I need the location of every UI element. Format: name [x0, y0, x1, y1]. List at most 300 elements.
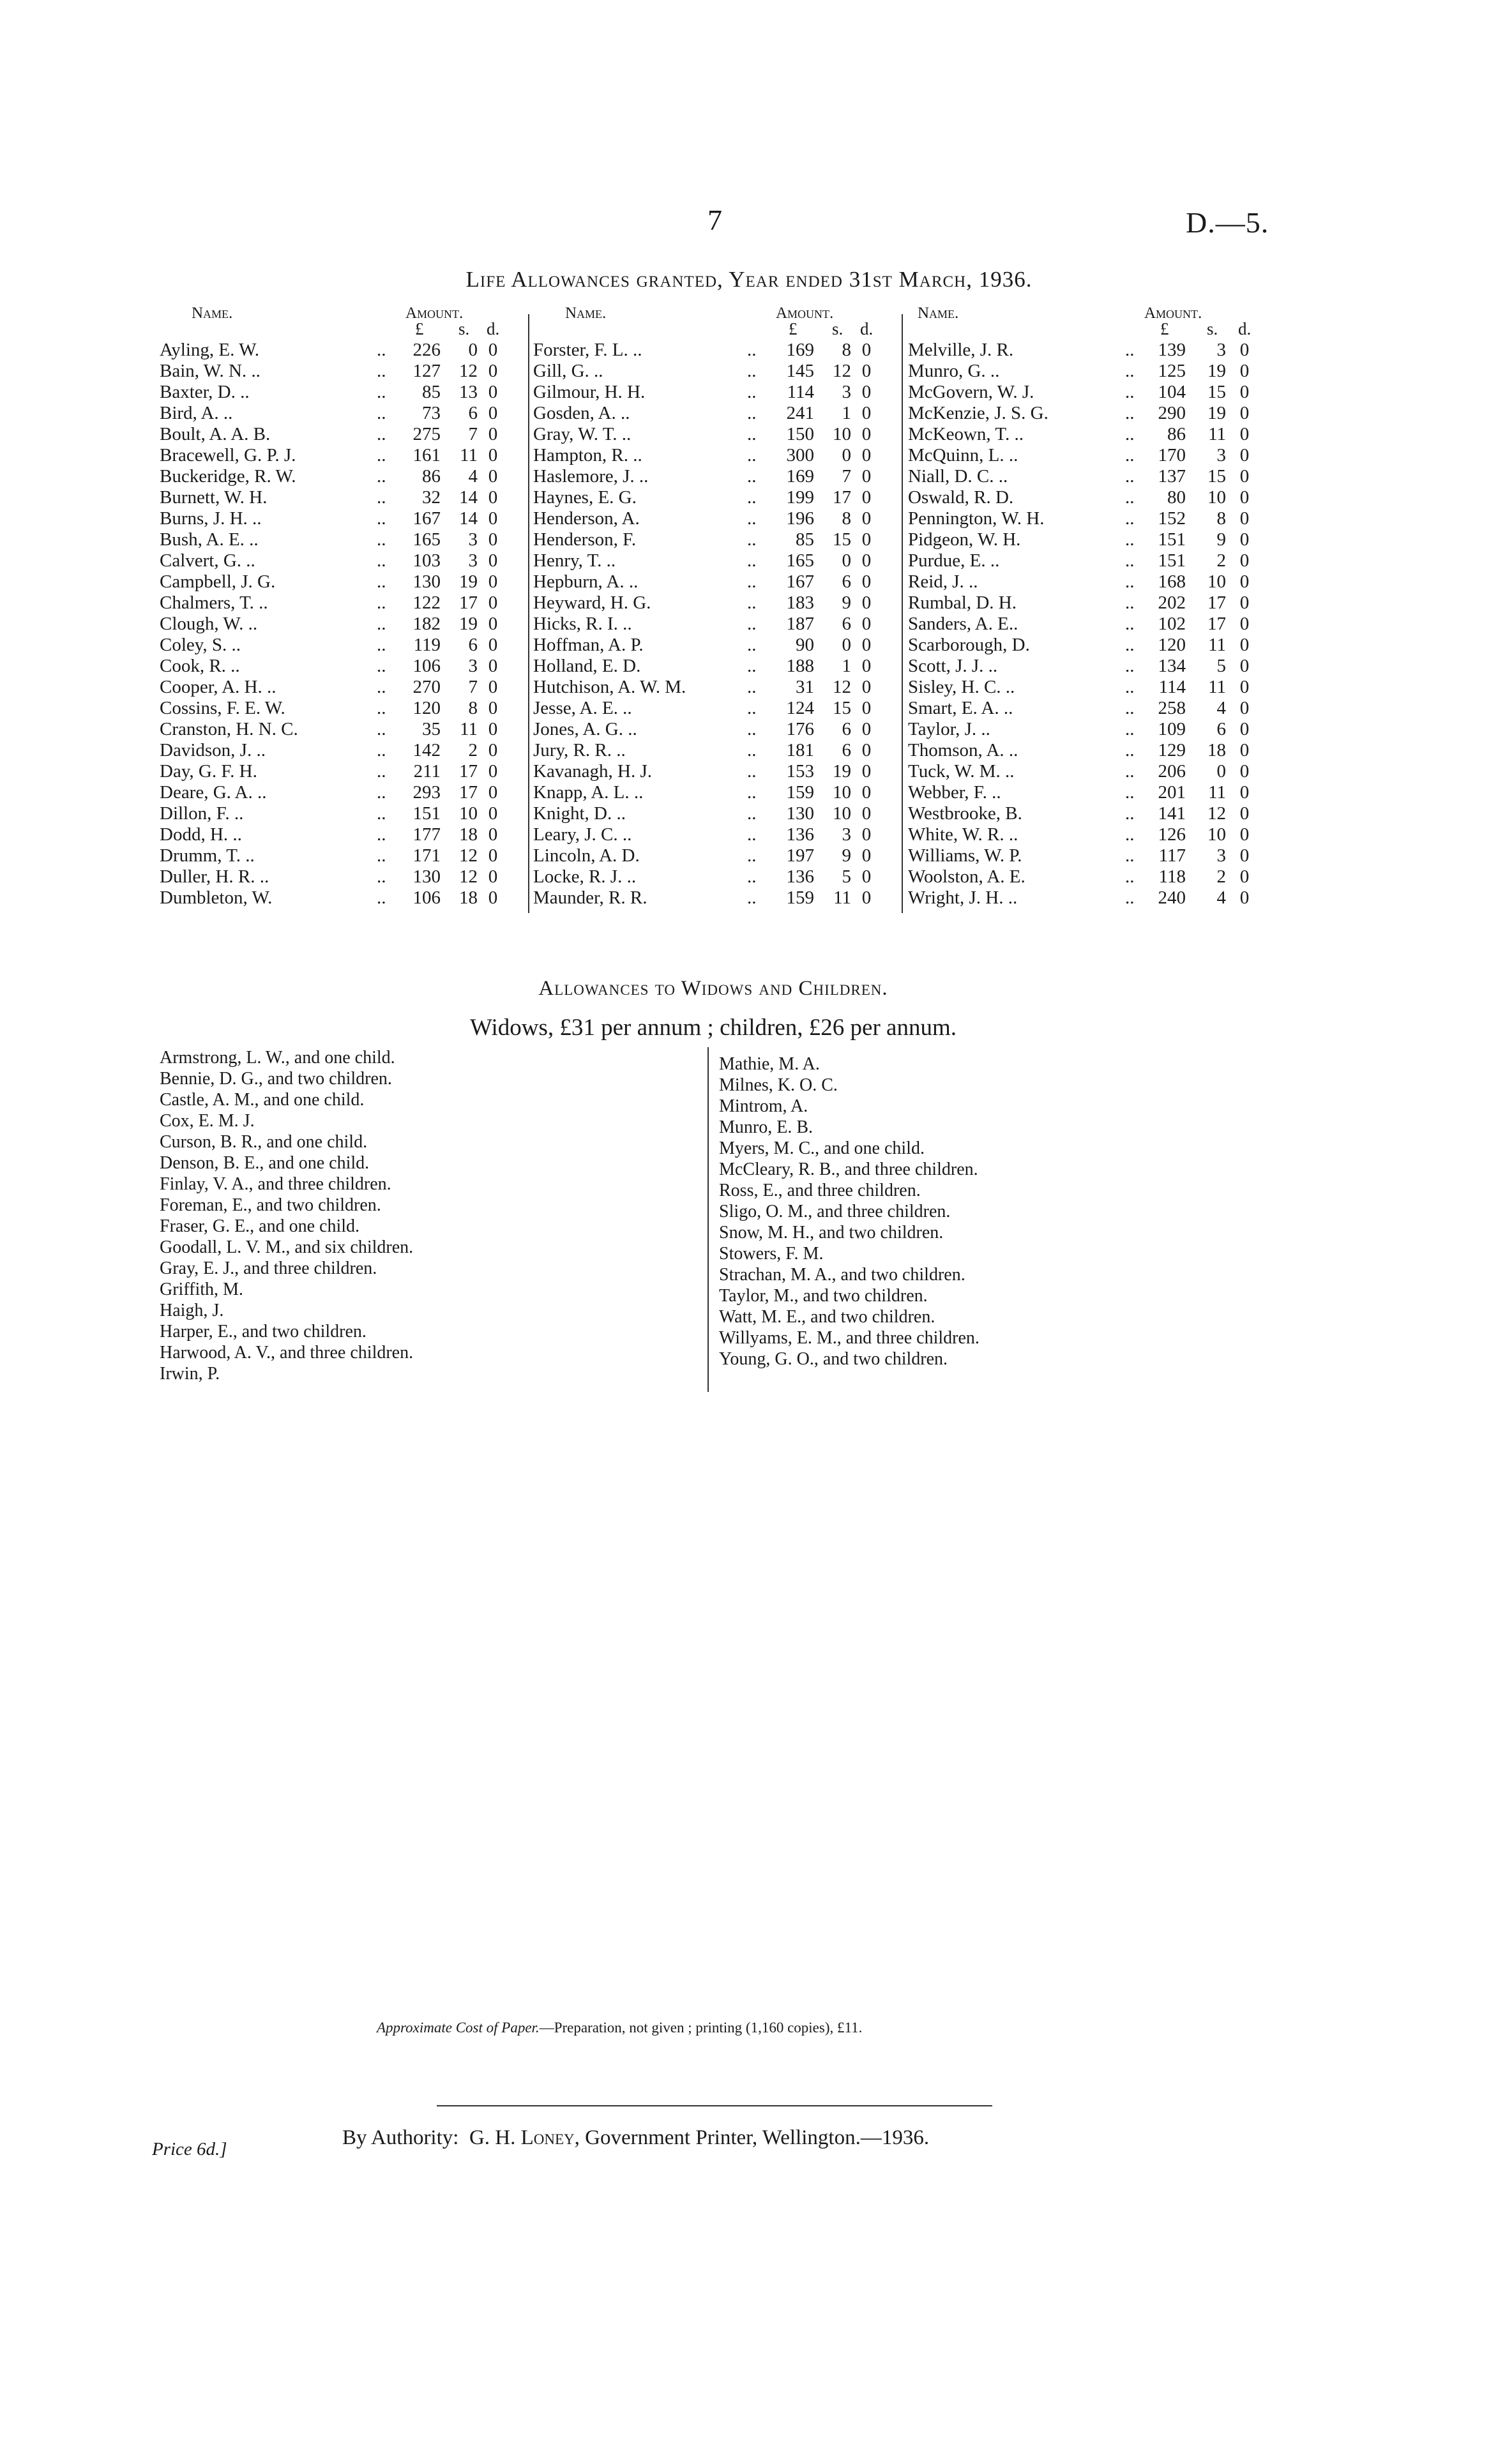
recipient-name: Bush, A. E. .. — [160, 529, 259, 550]
allowance-row — [908, 698, 1272, 719]
amount-pence: 0 — [488, 635, 498, 655]
leader-dots: .. — [1125, 382, 1135, 402]
amount-pence: 0 — [861, 529, 872, 550]
recipient-name: Cooper, A. H. .. — [160, 677, 276, 697]
allowance-row — [533, 803, 897, 824]
amount-pence: 0 — [861, 445, 872, 465]
amount-column-header: Amount. — [405, 305, 464, 322]
leader-dots: .. — [747, 571, 757, 592]
leader-dots: .. — [747, 340, 757, 360]
pound-header: £ — [789, 319, 798, 338]
leader-dots: .. — [1125, 529, 1135, 550]
amount-shillings: 0 — [1216, 761, 1226, 782]
amount-shillings: 8 — [1216, 508, 1226, 529]
amount-pence: 0 — [1239, 803, 1250, 824]
leader-dots: .. — [747, 487, 757, 508]
allowance-row — [908, 740, 1272, 761]
amount-shillings: 0 — [842, 635, 851, 655]
recipient-name: Niall, D. C. .. — [908, 466, 1008, 487]
recipient-name: Pennington, W. H. — [908, 508, 1045, 529]
leader-dots: .. — [1125, 888, 1135, 908]
amount-shillings: 1 — [842, 656, 851, 676]
amount-pence: 0 — [1239, 677, 1250, 697]
cost-note-text: —Preparation, not given ; printing (1,160 copies), £11. — [539, 2020, 863, 2036]
allowance-row — [533, 866, 897, 888]
recipient-name: Haynes, E. G. — [533, 487, 637, 508]
leader-dots: .. — [377, 614, 386, 634]
recipient-name: Drumm, T. .. — [160, 845, 255, 866]
amount-pence: 0 — [861, 677, 872, 697]
allowance-row — [533, 888, 897, 909]
amount-pence: 0 — [1239, 698, 1250, 718]
amount-pounds: 196 — [786, 508, 814, 529]
amount-pounds: 151 — [1158, 529, 1186, 550]
leader-dots: .. — [1125, 403, 1135, 423]
leader-dots: .. — [1125, 803, 1135, 824]
amount-pence: 0 — [488, 550, 498, 571]
amount-pence: 0 — [488, 340, 498, 360]
allowance-row — [160, 740, 524, 761]
allowance-row — [160, 782, 524, 803]
amount-shillings: 9 — [1216, 529, 1226, 550]
recipient-name: Scott, J. J. .. — [908, 656, 998, 676]
recipient-name: White, W. R. .. — [908, 824, 1018, 845]
leader-dots: .. — [747, 761, 757, 782]
recipient-name: Calvert, G. .. — [160, 550, 255, 571]
amount-shillings: 6 — [842, 740, 851, 760]
allowance-row — [533, 361, 897, 382]
recipient-name: Cranston, H. N. C. — [160, 719, 298, 739]
amount-pounds: 159 — [786, 888, 814, 908]
allowance-row — [160, 571, 524, 593]
allowance-row — [533, 529, 897, 550]
allowance-row — [908, 403, 1272, 424]
amount-shillings: 11 — [1208, 635, 1226, 655]
leader-dots: .. — [377, 656, 386, 676]
allowance-row — [908, 361, 1272, 382]
amount-shillings: 11 — [1208, 677, 1226, 697]
amount-pence: 0 — [1239, 824, 1250, 845]
amount-pounds: 141 — [1158, 803, 1186, 824]
leader-dots: .. — [377, 635, 386, 655]
recipient-name: Webber, F. .. — [908, 782, 1001, 803]
amount-pence: 0 — [1239, 424, 1250, 444]
leader-dots: .. — [377, 403, 386, 423]
amount-pounds: 114 — [787, 382, 814, 402]
amount-shillings: 9 — [842, 593, 851, 613]
widow-entry: Ross, E., and three children. — [719, 1181, 921, 1200]
leader-dots: .. — [377, 698, 386, 718]
recipient-name: Chalmers, T. .. — [160, 593, 268, 613]
amount-pence: 0 — [1239, 487, 1250, 508]
amount-pounds: 104 — [1158, 382, 1186, 402]
amount-pounds: 183 — [786, 593, 814, 613]
amount-pence: 0 — [861, 635, 872, 655]
amount-pounds: 103 — [412, 550, 441, 571]
recipient-name: Dillon, F. .. — [160, 803, 244, 824]
amount-shillings: 15 — [1207, 382, 1226, 402]
leader-dots: .. — [747, 403, 757, 423]
amount-shillings: 17 — [833, 487, 851, 508]
amount-pounds: 109 — [1158, 719, 1186, 739]
amount-shillings: 10 — [833, 782, 851, 803]
amount-pounds: 90 — [796, 635, 814, 655]
amount-pence: 0 — [861, 740, 872, 760]
amount-shillings: 15 — [1207, 466, 1226, 487]
amount-pence: 0 — [861, 487, 872, 508]
allowance-row — [908, 424, 1272, 445]
leader-dots: .. — [1125, 550, 1135, 571]
amount-pounds: 177 — [412, 824, 441, 845]
recipient-name: McQuinn, L. .. — [908, 445, 1018, 465]
shilling-header: s. — [832, 319, 844, 338]
allowance-row — [908, 803, 1272, 824]
amount-pounds: 275 — [412, 424, 441, 444]
allowance-row — [908, 487, 1272, 508]
amount-pence: 0 — [488, 361, 498, 381]
amount-pence: 0 — [861, 361, 872, 381]
recipient-name: Woolston, A. E. — [908, 866, 1025, 887]
printer-name: G. H. Loney, — [469, 2126, 580, 2149]
leader-dots: .. — [377, 593, 386, 613]
widow-entry: Finlay, V. A., and three children. — [160, 1174, 391, 1194]
recipient-name: Deare, G. A. .. — [160, 782, 267, 803]
allowance-row — [908, 593, 1272, 614]
amount-pounds: 139 — [1158, 340, 1186, 360]
authority-prefix: By Authority: — [342, 2126, 459, 2149]
amount-pounds: 168 — [1158, 571, 1186, 592]
widow-entry: Irwin, P. — [160, 1364, 220, 1384]
recipient-name: Gill, G. .. — [533, 361, 603, 381]
amount-pence: 0 — [488, 508, 498, 529]
list-divider — [707, 1047, 709, 1392]
amount-pence: 0 — [861, 466, 872, 487]
allowance-row — [160, 845, 524, 866]
amount-pounds: 181 — [786, 740, 814, 760]
leader-dots: .. — [377, 866, 386, 887]
amount-pounds: 130 — [412, 866, 441, 887]
allowance-row — [533, 719, 897, 740]
leader-dots: .. — [1125, 614, 1135, 634]
amount-pence: 0 — [488, 614, 498, 634]
amount-pounds: 114 — [1158, 677, 1186, 697]
amount-pence: 0 — [861, 382, 872, 402]
recipient-name: Buckeridge, R. W. — [160, 466, 296, 487]
widows-list-left — [160, 1047, 413, 1384]
allowance-row — [160, 340, 524, 361]
recipient-name: McKenzie, J. S. G. — [908, 403, 1048, 423]
leader-dots: .. — [747, 824, 757, 845]
amount-shillings: 3 — [1216, 445, 1226, 465]
amount-pence: 0 — [488, 424, 498, 444]
leader-dots: .. — [747, 740, 757, 760]
amount-shillings: 17 — [459, 593, 478, 613]
allowance-row — [908, 635, 1272, 656]
amount-pence: 0 — [488, 866, 498, 887]
amount-pence: 0 — [488, 698, 498, 718]
life-allowances-title: Life Allowances granted, Year ended 31st March, 1936. — [465, 267, 1033, 292]
leader-dots: .. — [1125, 508, 1135, 529]
widow-entry: Foreman, E., and two children. — [160, 1195, 381, 1215]
amount-pounds: 167 — [412, 508, 441, 529]
amount-pence: 0 — [1239, 782, 1250, 803]
amount-shillings: 7 — [468, 424, 478, 444]
leader-dots: .. — [1125, 782, 1135, 803]
amount-pence: 0 — [1239, 888, 1250, 908]
amount-shillings: 19 — [833, 761, 851, 782]
amount-pounds: 106 — [412, 656, 441, 676]
allowance-row — [160, 361, 524, 382]
pence-header: d. — [860, 319, 874, 338]
amount-pounds: 161 — [412, 445, 441, 465]
recipient-name: Campbell, J. G. — [160, 571, 276, 592]
allowance-row — [908, 824, 1272, 845]
leader-dots: .. — [1125, 361, 1135, 381]
widow-entry: Cox, E. M. J. — [160, 1111, 255, 1131]
amount-shillings: 11 — [460, 719, 478, 739]
printer-imprint — [342, 2126, 929, 2150]
allowance-row — [160, 656, 524, 677]
amount-shillings: 6 — [1216, 719, 1226, 739]
allowance-row — [160, 403, 524, 424]
amount-column-header: Amount. — [1144, 305, 1202, 322]
allowance-row — [160, 824, 524, 845]
allowance-row — [533, 466, 897, 487]
widow-entry: Stowers, F. M. — [719, 1244, 824, 1264]
amount-pounds: 130 — [412, 571, 441, 592]
allowance-row — [160, 445, 524, 466]
recipient-name: Dumbleton, W. — [160, 888, 273, 908]
amount-shillings: 18 — [1207, 740, 1226, 760]
amount-pounds: 206 — [1158, 761, 1186, 782]
leader-dots: .. — [747, 466, 757, 487]
recipient-name: Burnett, W. H. — [160, 487, 268, 508]
widow-entry: Taylor, M., and two children. — [719, 1286, 928, 1306]
leader-dots: .. — [1125, 677, 1135, 697]
recipient-name: Gray, W. T. .. — [533, 424, 632, 444]
allowance-row — [160, 593, 524, 614]
amount-pounds: 142 — [412, 740, 441, 760]
amount-shillings: 18 — [459, 824, 478, 845]
amount-pounds: 130 — [786, 803, 814, 824]
amount-pounds: 85 — [422, 382, 441, 402]
recipient-name: Kavanagh, H. J. — [533, 761, 653, 782]
amount-shillings: 10 — [833, 424, 851, 444]
widow-entry: Mintrom, A. — [719, 1096, 808, 1116]
allowance-row — [533, 424, 897, 445]
amount-shillings: 17 — [459, 782, 478, 803]
allowance-row — [908, 571, 1272, 593]
amount-pounds: 258 — [1158, 698, 1186, 718]
amount-pounds: 31 — [796, 677, 814, 697]
amount-shillings: 12 — [459, 866, 478, 887]
leader-dots: .. — [747, 593, 757, 613]
leader-dots: .. — [747, 845, 757, 866]
amount-shillings: 13 — [459, 382, 478, 402]
amount-pence: 0 — [1239, 508, 1250, 529]
allowance-row — [160, 382, 524, 403]
amount-pounds: 120 — [1158, 635, 1186, 655]
allowance-row — [160, 677, 524, 698]
amount-pounds: 176 — [786, 719, 814, 739]
name-column-header: Name. — [565, 305, 607, 322]
amount-pence: 0 — [488, 803, 498, 824]
amount-shillings: 15 — [833, 529, 851, 550]
allowance-row — [908, 445, 1272, 466]
leader-dots: .. — [1125, 698, 1135, 718]
amount-shillings: 3 — [468, 656, 478, 676]
allowance-row — [160, 803, 524, 824]
amount-shillings: 8 — [468, 698, 478, 718]
leader-dots: .. — [377, 845, 386, 866]
recipient-name: Cook, R. .. — [160, 656, 240, 676]
leader-dots: .. — [377, 508, 386, 529]
leader-dots: .. — [377, 340, 386, 360]
leader-dots: .. — [747, 888, 757, 908]
allowance-row — [908, 656, 1272, 677]
amount-pounds: 201 — [1158, 782, 1186, 803]
footer-rule — [437, 2105, 992, 2106]
amount-shillings: 6 — [468, 403, 478, 423]
leader-dots: .. — [1125, 340, 1135, 360]
amount-pounds: 136 — [786, 866, 814, 887]
amount-shillings: 3 — [1216, 340, 1226, 360]
recipient-name: Baxter, D. .. — [160, 382, 250, 402]
amount-shillings: 19 — [1207, 361, 1226, 381]
amount-pounds: 169 — [786, 340, 814, 360]
amount-pounds: 293 — [412, 782, 441, 803]
amount-pounds: 129 — [1158, 740, 1186, 760]
leader-dots: .. — [377, 466, 386, 487]
cost-note-label: Approximate Cost of Paper. — [377, 2020, 540, 2036]
amount-pounds: 73 — [422, 403, 441, 423]
amount-pounds: 124 — [786, 698, 814, 718]
pence-header: d. — [1238, 319, 1252, 338]
widow-entry: Myers, M. C., and one child. — [719, 1138, 925, 1158]
cost-note — [377, 2020, 862, 2036]
amount-pence: 0 — [488, 571, 498, 592]
amount-pounds: 240 — [1158, 888, 1186, 908]
name-column-header: Name. — [192, 305, 233, 322]
allowance-row — [908, 866, 1272, 888]
amount-pence: 0 — [1239, 361, 1250, 381]
amount-shillings: 4 — [468, 466, 478, 487]
amount-pounds: 167 — [786, 571, 814, 592]
allowance-row — [533, 550, 897, 571]
recipient-name: Ayling, E. W. — [160, 340, 260, 360]
amount-shillings: 11 — [1208, 424, 1226, 444]
allowance-row — [533, 824, 897, 845]
leader-dots: .. — [747, 866, 757, 887]
amount-pounds: 150 — [786, 424, 814, 444]
amount-pounds: 153 — [786, 761, 814, 782]
leader-dots: .. — [377, 487, 386, 508]
amount-shillings: 8 — [842, 340, 851, 360]
amount-pence: 0 — [861, 424, 872, 444]
amount-pence: 0 — [1239, 593, 1250, 613]
widow-entry: Willyams, E. M., and three children. — [719, 1328, 980, 1348]
amount-shillings: 10 — [1207, 824, 1226, 845]
amount-shillings: 12 — [1207, 803, 1226, 824]
amount-pounds: 270 — [412, 677, 441, 697]
amount-pence: 0 — [861, 803, 872, 824]
recipient-name: Boult, A. A. B. — [160, 424, 271, 444]
amount-shillings: 14 — [459, 508, 478, 529]
leader-dots: .. — [1125, 740, 1135, 760]
amount-pence: 0 — [1239, 614, 1250, 634]
amount-shillings: 18 — [459, 888, 478, 908]
document-code: D.—5. — [1186, 206, 1269, 239]
widow-entry: Strachan, M. A., and two children. — [719, 1265, 965, 1285]
amount-pounds: 134 — [1158, 656, 1186, 676]
amount-pounds: 241 — [786, 403, 814, 423]
amount-pence: 0 — [488, 656, 498, 676]
leader-dots: .. — [1125, 656, 1135, 676]
amount-shillings: 14 — [459, 487, 478, 508]
allowance-row — [908, 614, 1272, 635]
price-note: Price 6d.] — [152, 2139, 227, 2159]
amount-pounds: 86 — [422, 466, 441, 487]
allowance-row — [533, 635, 897, 656]
widow-entry: Mathie, M. A. — [719, 1054, 820, 1074]
leader-dots: .. — [747, 550, 757, 571]
amount-pence: 0 — [861, 698, 872, 718]
recipient-name: Burns, J. H. .. — [160, 508, 262, 529]
allowance-row — [533, 614, 897, 635]
amount-pounds: 187 — [786, 614, 814, 634]
recipient-name: Westbrooke, B. — [908, 803, 1022, 824]
leader-dots: .. — [747, 614, 757, 634]
recipient-name: Locke, R. J. .. — [533, 866, 637, 887]
leader-dots: .. — [747, 656, 757, 676]
amount-shillings: 6 — [842, 614, 851, 634]
widow-entry: Snow, M. H., and two children. — [719, 1223, 944, 1243]
amount-pence: 0 — [861, 824, 872, 845]
leader-dots: .. — [1125, 719, 1135, 739]
amount-shillings: 6 — [842, 719, 851, 739]
widow-entry: Castle, A. M., and one child. — [160, 1090, 365, 1110]
amount-pence: 0 — [861, 888, 872, 908]
allowance-row — [533, 656, 897, 677]
amount-shillings: 6 — [842, 571, 851, 592]
amount-shillings: 15 — [833, 698, 851, 718]
recipient-name: Williams, W. P. — [908, 845, 1022, 866]
amount-shillings: 9 — [842, 845, 851, 866]
leader-dots: .. — [377, 445, 386, 465]
amount-shillings: 8 — [842, 508, 851, 529]
leader-dots: .. — [377, 677, 386, 697]
allowance-row — [533, 698, 897, 719]
amount-pence: 0 — [861, 614, 872, 634]
leader-dots: .. — [1125, 424, 1135, 444]
allowance-row — [908, 529, 1272, 550]
widow-entry: Bennie, D. G., and two children. — [160, 1069, 392, 1089]
recipient-name: Knight, D. .. — [533, 803, 626, 824]
recipient-name: Hicks, R. I. .. — [533, 614, 632, 634]
leader-dots: .. — [747, 424, 757, 444]
amount-pounds: 226 — [412, 340, 441, 360]
amount-pence: 0 — [861, 340, 872, 360]
allowance-row — [160, 888, 524, 909]
widow-entry: Gray, E. J., and three children. — [160, 1258, 377, 1278]
recipient-name: Bird, A. .. — [160, 403, 233, 423]
amount-pence: 0 — [1239, 656, 1250, 676]
amount-pounds: 169 — [786, 466, 814, 487]
allowance-row — [533, 677, 897, 698]
allowance-row — [908, 466, 1272, 487]
amount-shillings: 2 — [1216, 550, 1226, 571]
amount-pounds: 120 — [412, 698, 441, 718]
